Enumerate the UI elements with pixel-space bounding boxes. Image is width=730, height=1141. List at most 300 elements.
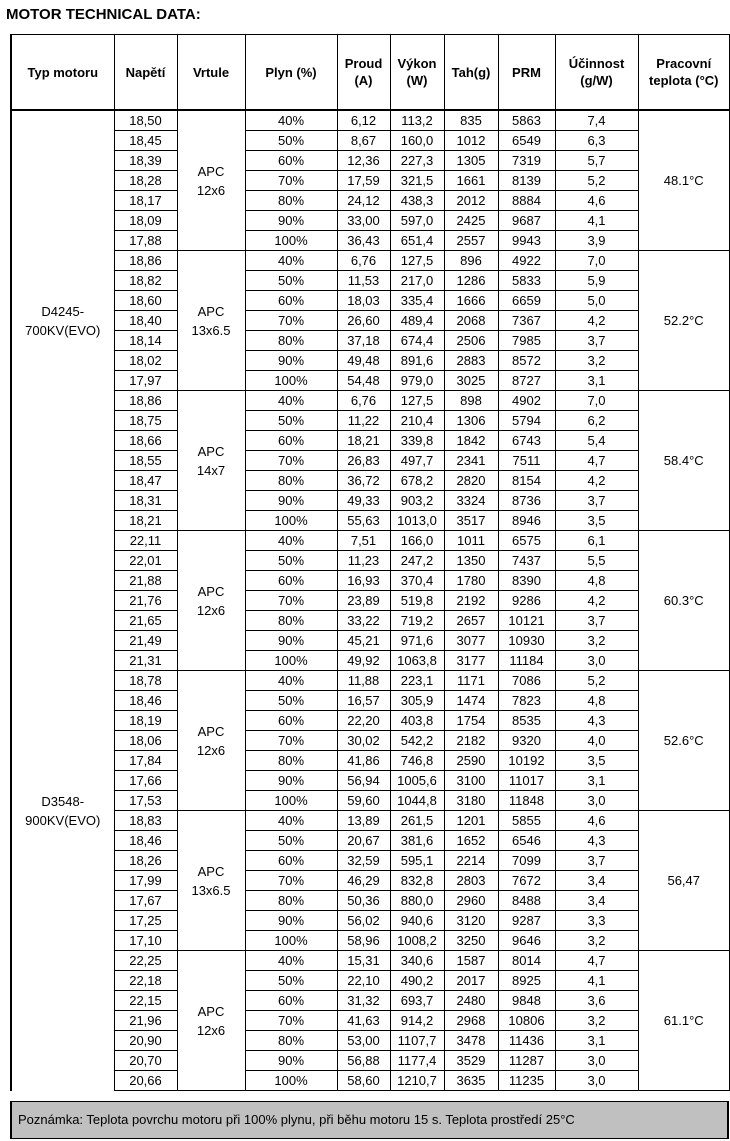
efficiency-cell: 6,2 bbox=[555, 411, 638, 431]
thrust-cell: 898 bbox=[444, 391, 498, 411]
power-cell: 127,5 bbox=[390, 391, 444, 411]
throttle-cell: 60% bbox=[245, 571, 337, 591]
efficiency-cell: 3,2 bbox=[555, 1011, 638, 1031]
throttle-cell: 40% bbox=[245, 811, 337, 831]
current-cell: 17,59 bbox=[337, 171, 390, 191]
power-cell: 1013,0 bbox=[390, 511, 444, 531]
operating-temp-cell: 58.4°C bbox=[638, 391, 730, 531]
power-cell: 381,6 bbox=[390, 831, 444, 851]
voltage-cell: 17,53 bbox=[114, 791, 177, 811]
throttle-cell: 100% bbox=[245, 231, 337, 251]
efficiency-cell: 3,1 bbox=[555, 771, 638, 791]
table-row bbox=[11, 551, 730, 571]
rpm-cell: 8139 bbox=[498, 171, 555, 191]
current-cell: 37,18 bbox=[337, 331, 390, 351]
table-row bbox=[11, 911, 730, 931]
rpm-cell: 8014 bbox=[498, 951, 555, 971]
current-cell: 56,94 bbox=[337, 771, 390, 791]
thrust-cell: 2214 bbox=[444, 851, 498, 871]
throttle-cell: 90% bbox=[245, 911, 337, 931]
efficiency-cell: 3,4 bbox=[555, 871, 638, 891]
current-cell: 22,20 bbox=[337, 711, 390, 731]
current-cell: 13,89 bbox=[337, 811, 390, 831]
voltage-cell: 18,50 bbox=[114, 110, 177, 131]
current-cell: 56,02 bbox=[337, 911, 390, 931]
throttle-cell: 100% bbox=[245, 371, 337, 391]
voltage-cell: 18,66 bbox=[114, 431, 177, 451]
table-row bbox=[11, 851, 730, 871]
voltage-cell: 21,76 bbox=[114, 591, 177, 611]
table-row bbox=[11, 171, 730, 191]
table-row bbox=[11, 751, 730, 771]
thrust-cell: 1666 bbox=[444, 291, 498, 311]
voltage-cell: 18,40 bbox=[114, 311, 177, 331]
current-cell: 8,67 bbox=[337, 131, 390, 151]
throttle-cell: 100% bbox=[245, 931, 337, 951]
table-row bbox=[11, 811, 730, 831]
throttle-cell: 70% bbox=[245, 1011, 337, 1031]
current-cell: 6,76 bbox=[337, 391, 390, 411]
table-row bbox=[11, 971, 730, 991]
efficiency-cell: 4,1 bbox=[555, 971, 638, 991]
power-cell: 403,8 bbox=[390, 711, 444, 731]
throttle-cell: 90% bbox=[245, 631, 337, 651]
current-cell: 41,63 bbox=[337, 1011, 390, 1031]
power-cell: 746,8 bbox=[390, 751, 444, 771]
current-cell: 49,92 bbox=[337, 651, 390, 671]
current-cell: 58,60 bbox=[337, 1071, 390, 1091]
voltage-cell: 18,02 bbox=[114, 351, 177, 371]
table-row bbox=[11, 651, 730, 671]
rpm-cell: 8884 bbox=[498, 191, 555, 211]
voltage-cell: 18,45 bbox=[114, 131, 177, 151]
rpm-cell: 8946 bbox=[498, 511, 555, 531]
header-propeller: Vrtule bbox=[177, 35, 245, 111]
power-cell: 719,2 bbox=[390, 611, 444, 631]
power-cell: 891,6 bbox=[390, 351, 444, 371]
throttle-cell: 80% bbox=[245, 331, 337, 351]
table-row bbox=[11, 271, 730, 291]
rpm-cell: 10930 bbox=[498, 631, 555, 651]
rpm-cell: 9287 bbox=[498, 911, 555, 931]
rpm-cell: 7823 bbox=[498, 691, 555, 711]
table-row bbox=[11, 831, 730, 851]
thrust-cell: 2590 bbox=[444, 751, 498, 771]
voltage-cell: 22,11 bbox=[114, 531, 177, 551]
power-cell: 261,5 bbox=[390, 811, 444, 831]
efficiency-cell: 3,0 bbox=[555, 791, 638, 811]
voltage-cell: 18,39 bbox=[114, 151, 177, 171]
thrust-cell: 1201 bbox=[444, 811, 498, 831]
efficiency-cell: 3,3 bbox=[555, 911, 638, 931]
table-row bbox=[11, 471, 730, 491]
throttle-cell: 50% bbox=[245, 551, 337, 571]
voltage-cell: 17,88 bbox=[114, 231, 177, 251]
header-thrust: Tah(g) bbox=[444, 35, 498, 111]
footnote: Poznámka: Teplota povrchu motoru při 100% plynu, při běhu motoru 15 s. Teplota prostředí 25°C bbox=[10, 1101, 729, 1139]
efficiency-cell: 4,6 bbox=[555, 191, 638, 211]
motor-type-cell bbox=[11, 110, 114, 531]
rpm-cell: 7086 bbox=[498, 671, 555, 691]
rpm-cell: 5833 bbox=[498, 271, 555, 291]
thrust-cell: 1754 bbox=[444, 711, 498, 731]
power-cell: 321,5 bbox=[390, 171, 444, 191]
table-row bbox=[11, 991, 730, 1011]
efficiency-cell: 5,5 bbox=[555, 551, 638, 571]
throttle-cell: 90% bbox=[245, 211, 337, 231]
voltage-cell: 21,96 bbox=[114, 1011, 177, 1031]
thrust-cell: 1652 bbox=[444, 831, 498, 851]
efficiency-cell: 6,1 bbox=[555, 531, 638, 551]
table-row bbox=[11, 251, 730, 271]
rpm-cell: 8572 bbox=[498, 351, 555, 371]
propeller-size: 12x6 bbox=[196, 182, 226, 198]
header-operating-temp: Pracovní teplota (°C) bbox=[638, 35, 730, 111]
rpm-cell: 8736 bbox=[498, 491, 555, 511]
header-voltage: Napětí bbox=[114, 35, 177, 111]
throttle-cell: 70% bbox=[245, 871, 337, 891]
voltage-cell: 18,19 bbox=[114, 711, 177, 731]
propeller-cell bbox=[177, 391, 245, 531]
rpm-cell: 11287 bbox=[498, 1051, 555, 1071]
table-row bbox=[11, 691, 730, 711]
throttle-cell: 50% bbox=[245, 691, 337, 711]
voltage-cell: 21,88 bbox=[114, 571, 177, 591]
current-cell: 36,72 bbox=[337, 471, 390, 491]
current-cell: 45,21 bbox=[337, 631, 390, 651]
throttle-cell: 80% bbox=[245, 611, 337, 631]
rpm-cell: 6546 bbox=[498, 831, 555, 851]
throttle-cell: 60% bbox=[245, 711, 337, 731]
efficiency-cell: 7,0 bbox=[555, 391, 638, 411]
power-cell: 651,4 bbox=[390, 231, 444, 251]
thrust-cell: 2341 bbox=[444, 451, 498, 471]
voltage-cell: 18,82 bbox=[114, 271, 177, 291]
table-row bbox=[11, 711, 730, 731]
power-cell: 247,2 bbox=[390, 551, 444, 571]
throttle-cell: 70% bbox=[245, 451, 337, 471]
motor-type-cell bbox=[11, 531, 114, 1091]
throttle-cell: 40% bbox=[245, 951, 337, 971]
throttle-cell: 60% bbox=[245, 151, 337, 171]
efficiency-cell: 3,5 bbox=[555, 511, 638, 531]
power-cell: 113,2 bbox=[390, 110, 444, 131]
current-cell: 55,63 bbox=[337, 511, 390, 531]
current-cell: 36,43 bbox=[337, 231, 390, 251]
voltage-cell: 21,65 bbox=[114, 611, 177, 631]
efficiency-cell: 4,7 bbox=[555, 951, 638, 971]
power-cell: 678,2 bbox=[390, 471, 444, 491]
throttle-cell: 60% bbox=[245, 431, 337, 451]
efficiency-cell: 3,0 bbox=[555, 1051, 638, 1071]
power-cell: 335,4 bbox=[390, 291, 444, 311]
table-row bbox=[11, 391, 730, 411]
efficiency-cell: 7,0 bbox=[555, 251, 638, 271]
thrust-cell: 1474 bbox=[444, 691, 498, 711]
thrust-cell: 2960 bbox=[444, 891, 498, 911]
power-cell: 914,2 bbox=[390, 1011, 444, 1031]
rpm-cell: 7367 bbox=[498, 311, 555, 331]
current-cell: 50,36 bbox=[337, 891, 390, 911]
rpm-cell: 8390 bbox=[498, 571, 555, 591]
efficiency-cell: 3,0 bbox=[555, 1071, 638, 1091]
power-cell: 595,1 bbox=[390, 851, 444, 871]
current-cell: 26,83 bbox=[337, 451, 390, 471]
header-power: Výkon (W) bbox=[390, 35, 444, 111]
propeller-cell bbox=[177, 531, 245, 671]
propeller-cell bbox=[177, 811, 245, 951]
rpm-cell: 6659 bbox=[498, 291, 555, 311]
table-row bbox=[11, 731, 730, 751]
rpm-cell: 8488 bbox=[498, 891, 555, 911]
voltage-cell: 18,14 bbox=[114, 331, 177, 351]
power-cell: 1177,4 bbox=[390, 1051, 444, 1071]
table-row bbox=[11, 331, 730, 351]
throttle-cell: 100% bbox=[245, 1071, 337, 1091]
current-cell: 15,31 bbox=[337, 951, 390, 971]
throttle-cell: 100% bbox=[245, 791, 337, 811]
throttle-cell: 60% bbox=[245, 851, 337, 871]
voltage-cell: 18,46 bbox=[114, 831, 177, 851]
propeller-cell bbox=[177, 951, 245, 1091]
current-cell: 24,12 bbox=[337, 191, 390, 211]
current-cell: 33,00 bbox=[337, 211, 390, 231]
voltage-cell: 17,97 bbox=[114, 371, 177, 391]
throttle-cell: 60% bbox=[245, 991, 337, 1011]
throttle-cell: 70% bbox=[245, 731, 337, 751]
propeller-size: 12x6 bbox=[196, 742, 226, 758]
throttle-cell: 40% bbox=[245, 251, 337, 271]
efficiency-cell: 3,0 bbox=[555, 651, 638, 671]
power-cell: 940,6 bbox=[390, 911, 444, 931]
throttle-cell: 40% bbox=[245, 110, 337, 131]
motor-type-line: 900KV(EVO) bbox=[25, 812, 101, 828]
rpm-cell: 4902 bbox=[498, 391, 555, 411]
power-cell: 217,0 bbox=[390, 271, 444, 291]
voltage-cell: 18,21 bbox=[114, 511, 177, 531]
table-row bbox=[11, 1071, 730, 1091]
table-row bbox=[11, 371, 730, 391]
voltage-cell: 22,18 bbox=[114, 971, 177, 991]
table-row bbox=[11, 491, 730, 511]
table-row bbox=[11, 311, 730, 331]
throttle-cell: 70% bbox=[245, 591, 337, 611]
voltage-cell: 21,49 bbox=[114, 631, 177, 651]
power-cell: 1063,8 bbox=[390, 651, 444, 671]
table-row bbox=[11, 151, 730, 171]
voltage-cell: 18,09 bbox=[114, 211, 177, 231]
rpm-cell: 6575 bbox=[498, 531, 555, 551]
operating-temp-cell: 52.6°C bbox=[638, 671, 730, 811]
thrust-cell: 2182 bbox=[444, 731, 498, 751]
thrust-cell: 3100 bbox=[444, 771, 498, 791]
throttle-cell: 70% bbox=[245, 311, 337, 331]
efficiency-cell: 5,0 bbox=[555, 291, 638, 311]
efficiency-cell: 4,6 bbox=[555, 811, 638, 831]
propeller-brand: APC bbox=[197, 443, 225, 459]
throttle-cell: 80% bbox=[245, 191, 337, 211]
rpm-cell: 8535 bbox=[498, 711, 555, 731]
voltage-cell: 18,83 bbox=[114, 811, 177, 831]
operating-temp-cell: 60.3°C bbox=[638, 531, 730, 671]
thrust-cell: 896 bbox=[444, 251, 498, 271]
current-cell: 16,57 bbox=[337, 691, 390, 711]
header-row bbox=[11, 35, 730, 111]
efficiency-cell: 3,7 bbox=[555, 611, 638, 631]
throttle-cell: 80% bbox=[245, 891, 337, 911]
current-cell: 11,88 bbox=[337, 671, 390, 691]
thrust-cell: 2192 bbox=[444, 591, 498, 611]
voltage-cell: 18,86 bbox=[114, 251, 177, 271]
efficiency-cell: 3,6 bbox=[555, 991, 638, 1011]
power-cell: 160,0 bbox=[390, 131, 444, 151]
efficiency-cell: 3,1 bbox=[555, 371, 638, 391]
current-cell: 41,86 bbox=[337, 751, 390, 771]
efficiency-cell: 3,7 bbox=[555, 851, 638, 871]
table-row bbox=[11, 211, 730, 231]
power-cell: 1044,8 bbox=[390, 791, 444, 811]
thrust-cell: 1012 bbox=[444, 131, 498, 151]
motor-type-line: D3548- bbox=[41, 793, 85, 809]
rpm-cell: 10121 bbox=[498, 611, 555, 631]
thrust-cell: 2506 bbox=[444, 331, 498, 351]
thrust-cell: 1171 bbox=[444, 671, 498, 691]
current-cell: 58,96 bbox=[337, 931, 390, 951]
propeller-brand: APC bbox=[197, 303, 225, 319]
propeller-size: 14x7 bbox=[196, 462, 226, 478]
rpm-cell: 9286 bbox=[498, 591, 555, 611]
table-row bbox=[11, 110, 730, 131]
current-cell: 46,29 bbox=[337, 871, 390, 891]
thrust-cell: 2012 bbox=[444, 191, 498, 211]
efficiency-cell: 3,2 bbox=[555, 631, 638, 651]
voltage-cell: 17,84 bbox=[114, 751, 177, 771]
table-row bbox=[11, 571, 730, 591]
throttle-cell: 60% bbox=[245, 291, 337, 311]
rpm-cell: 11184 bbox=[498, 651, 555, 671]
current-cell: 49,48 bbox=[337, 351, 390, 371]
rpm-cell: 5855 bbox=[498, 811, 555, 831]
thrust-cell: 3120 bbox=[444, 911, 498, 931]
current-cell: 31,32 bbox=[337, 991, 390, 1011]
rpm-cell: 7985 bbox=[498, 331, 555, 351]
rpm-cell: 9848 bbox=[498, 991, 555, 1011]
propeller-size: 13x6.5 bbox=[191, 322, 231, 338]
thrust-cell: 2657 bbox=[444, 611, 498, 631]
thrust-cell: 2480 bbox=[444, 991, 498, 1011]
thrust-cell: 2968 bbox=[444, 1011, 498, 1031]
voltage-cell: 18,47 bbox=[114, 471, 177, 491]
voltage-cell: 18,55 bbox=[114, 451, 177, 471]
power-cell: 597,0 bbox=[390, 211, 444, 231]
rpm-cell: 9646 bbox=[498, 931, 555, 951]
thrust-cell: 2803 bbox=[444, 871, 498, 891]
throttle-cell: 100% bbox=[245, 511, 337, 531]
rpm-cell: 7672 bbox=[498, 871, 555, 891]
voltage-cell: 18,31 bbox=[114, 491, 177, 511]
efficiency-cell: 3,5 bbox=[555, 751, 638, 771]
operating-temp-cell: 48.1°C bbox=[638, 110, 730, 251]
rpm-cell: 11017 bbox=[498, 771, 555, 791]
efficiency-cell: 4,8 bbox=[555, 691, 638, 711]
thrust-cell: 1305 bbox=[444, 151, 498, 171]
rpm-cell: 5794 bbox=[498, 411, 555, 431]
header-rpm: PRM bbox=[498, 35, 555, 111]
current-cell: 16,93 bbox=[337, 571, 390, 591]
rpm-cell: 9943 bbox=[498, 231, 555, 251]
power-cell: 674,4 bbox=[390, 331, 444, 351]
efficiency-cell: 3,7 bbox=[555, 491, 638, 511]
thrust-cell: 2820 bbox=[444, 471, 498, 491]
page-title: MOTOR TECHNICAL DATA: bbox=[6, 6, 201, 23]
voltage-cell: 18,06 bbox=[114, 731, 177, 751]
efficiency-cell: 3,2 bbox=[555, 931, 638, 951]
throttle-cell: 100% bbox=[245, 651, 337, 671]
voltage-cell: 22,25 bbox=[114, 951, 177, 971]
voltage-cell: 18,78 bbox=[114, 671, 177, 691]
voltage-cell: 17,99 bbox=[114, 871, 177, 891]
power-cell: 305,9 bbox=[390, 691, 444, 711]
thrust-cell: 3635 bbox=[444, 1071, 498, 1091]
rpm-cell: 7437 bbox=[498, 551, 555, 571]
propeller-size: 12x6 bbox=[196, 1022, 226, 1038]
power-cell: 971,6 bbox=[390, 631, 444, 651]
current-cell: 6,12 bbox=[337, 110, 390, 131]
efficiency-cell: 3,7 bbox=[555, 331, 638, 351]
power-cell: 340,6 bbox=[390, 951, 444, 971]
throttle-cell: 50% bbox=[245, 411, 337, 431]
rpm-cell: 8154 bbox=[498, 471, 555, 491]
current-cell: 32,59 bbox=[337, 851, 390, 871]
efficiency-cell: 5,2 bbox=[555, 171, 638, 191]
propeller-cell bbox=[177, 251, 245, 391]
header-throttle: Plyn (%) bbox=[245, 35, 337, 111]
voltage-cell: 18,75 bbox=[114, 411, 177, 431]
power-cell: 519,8 bbox=[390, 591, 444, 611]
table-row bbox=[11, 1031, 730, 1051]
propeller-brand: APC bbox=[197, 583, 225, 599]
throttle-cell: 90% bbox=[245, 771, 337, 791]
rpm-cell: 8727 bbox=[498, 371, 555, 391]
table-row bbox=[11, 871, 730, 891]
rpm-cell: 4922 bbox=[498, 251, 555, 271]
motor-type-line: D4245- bbox=[41, 303, 85, 319]
rpm-cell: 7511 bbox=[498, 451, 555, 471]
table-row bbox=[11, 351, 730, 371]
current-cell: 26,60 bbox=[337, 311, 390, 331]
power-cell: 979,0 bbox=[390, 371, 444, 391]
efficiency-cell: 7,4 bbox=[555, 110, 638, 131]
thrust-cell: 2068 bbox=[444, 311, 498, 331]
current-cell: 33,22 bbox=[337, 611, 390, 631]
voltage-cell: 18,28 bbox=[114, 171, 177, 191]
rpm-cell: 7319 bbox=[498, 151, 555, 171]
power-cell: 903,2 bbox=[390, 491, 444, 511]
voltage-cell: 20,70 bbox=[114, 1051, 177, 1071]
efficiency-cell: 4,3 bbox=[555, 711, 638, 731]
power-cell: 1210,7 bbox=[390, 1071, 444, 1091]
current-cell: 18,03 bbox=[337, 291, 390, 311]
current-cell: 53,00 bbox=[337, 1031, 390, 1051]
throttle-cell: 90% bbox=[245, 491, 337, 511]
current-cell: 7,51 bbox=[337, 531, 390, 551]
table-row bbox=[11, 131, 730, 151]
thrust-cell: 3517 bbox=[444, 511, 498, 531]
efficiency-cell: 4,1 bbox=[555, 211, 638, 231]
power-cell: 1008,2 bbox=[390, 931, 444, 951]
propeller-brand: APC bbox=[197, 863, 225, 879]
throttle-cell: 50% bbox=[245, 131, 337, 151]
